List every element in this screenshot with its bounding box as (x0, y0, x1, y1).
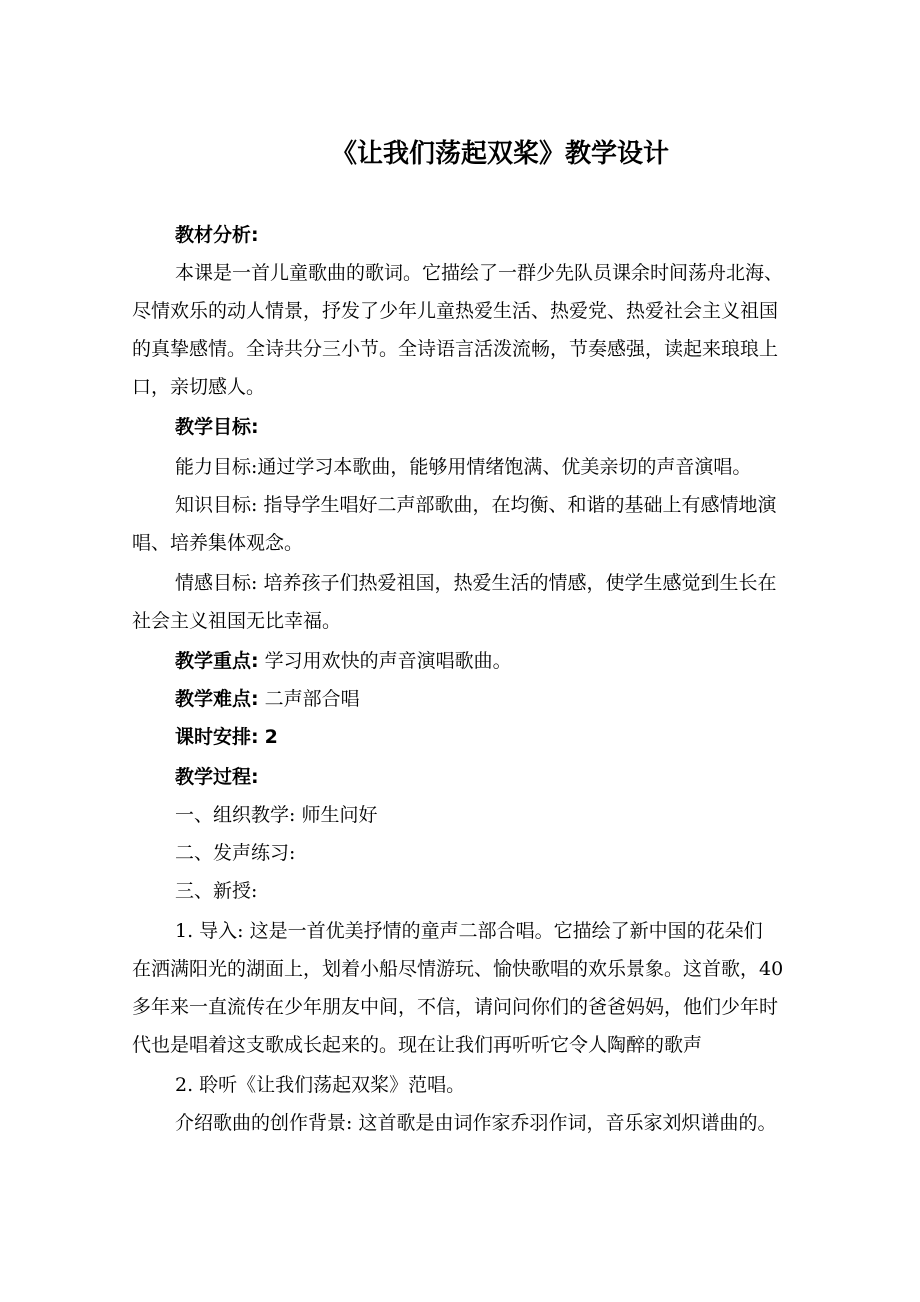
ability-goal: 能力目标:通过学习本歌曲，能够用情绪饱满、优美亲切的声音演唱。 (175, 456, 752, 478)
introduction-line: 1. 导入: 这是一首优美抒情的童声二部合唱。它描绘了新中国的花朵们 (175, 920, 763, 942)
introduction-line: 代也是唱着这支歌成长起来的。现在让我们再听听它令人陶醉的歌声 (132, 1034, 703, 1056)
introduction-line: 多年来一直流传在少年朋友中间，不信，请问问你们的爸爸妈妈，他们少年时 (132, 996, 779, 1018)
schedule-row (175, 718, 278, 756)
difficulty-value: 二声部合唱 (264, 688, 360, 710)
schedule-label: 课时安排: (175, 726, 259, 748)
song-background: 介绍歌曲的创作背景: 这首歌是由词作家乔羽作词，音乐家刘炽谱曲的。 (175, 1112, 777, 1134)
key-point-value: 学习用欢快的声音演唱歌曲。 (264, 650, 512, 672)
schedule-value: 2 (264, 726, 278, 748)
key-point-row (175, 642, 512, 680)
material-analysis-line: 的真挚感情。全诗共分三小节。全诗语言活泼流畅，节奏感强，读起来琅琅上 (132, 338, 779, 360)
knowledge-goal: 知识目标: 指导学生唱好二声部歌曲，在均衡、和谐的基础上有感情地演 (175, 494, 777, 516)
knowledge-goal-continued: 唱、培养集体观念。 (132, 532, 304, 554)
document-title: 《让我们荡起双桨》教学设计 (330, 139, 669, 169)
listen-step: 2. 聆听《让我们荡起双桨》范唱。 (175, 1074, 466, 1096)
material-analysis-line: 本课是一首儿童歌曲的歌词。它描绘了一群少先队员课余时间荡舟北海、 (175, 262, 784, 284)
process-step: 一、组织教学: 师生问好 (175, 804, 378, 826)
material-analysis-heading: 教材分析: (175, 224, 259, 246)
teaching-goals-heading: 教学目标: (175, 416, 259, 438)
difficulty-row (175, 680, 360, 718)
introduction-line: 在洒满阳光的湖面上，划着小船尽情游玩、愉快歌唱的欢乐景象。这首歌，40 (132, 958, 784, 980)
key-point-label: 教学重点: (175, 650, 259, 672)
emotion-goal-continued: 社会主义祖国无比幸福。 (132, 610, 342, 632)
process-step: 二、发声练习: (175, 842, 296, 864)
difficulty-label: 教学难点: (175, 688, 259, 710)
teaching-process-heading: 教学过程: (175, 766, 259, 788)
material-analysis-line: 口，亲切感人。 (132, 376, 266, 398)
process-step: 三、新授: (175, 880, 258, 902)
material-analysis-line: 尽情欢乐的动人情景，抒发了少年儿童热爱生活、热爱党、热爱社会主义祖国 (132, 300, 779, 322)
emotion-goal: 情感目标: 培养孩子们热爱祖国，热爱生活的情感，使学生感觉到生长在 (175, 572, 777, 594)
